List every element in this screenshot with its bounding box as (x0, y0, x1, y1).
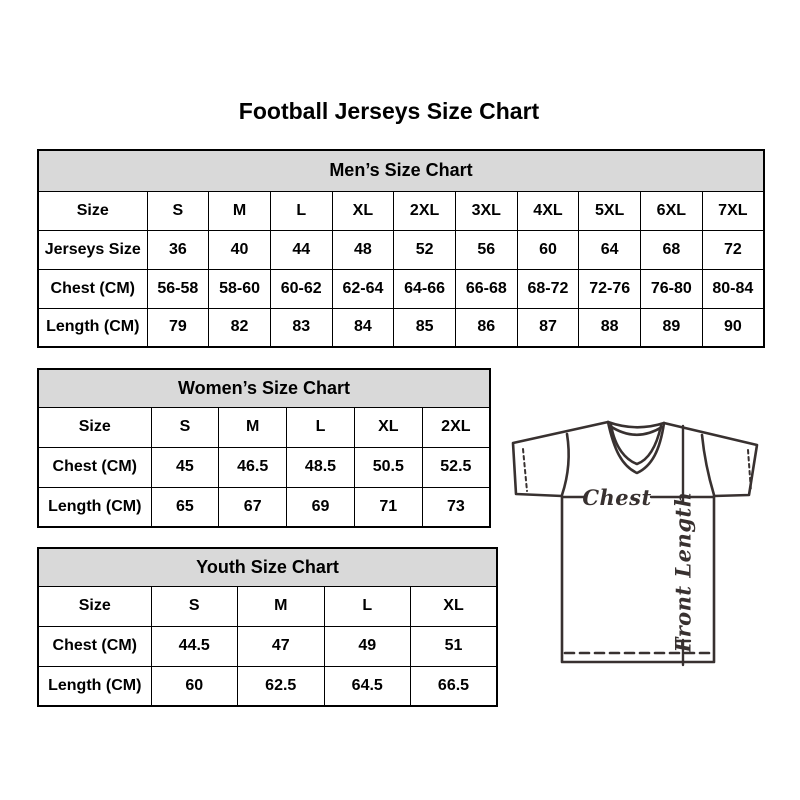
table-row (38, 586, 497, 626)
cell-value: 62.5 (238, 666, 325, 706)
table-header-row (38, 548, 497, 586)
table-title: Women’s Size Chart (38, 369, 490, 407)
row-label: Length (CM) (38, 308, 147, 347)
table-row (38, 666, 497, 706)
cell-value: 52 (394, 230, 456, 269)
cell-value: 2XL (394, 191, 456, 230)
table-row (38, 230, 764, 269)
cell-value: 84 (332, 308, 394, 347)
cell-value: 64 (579, 230, 641, 269)
cell-value: 68 (641, 230, 703, 269)
cell-value: 72 (702, 230, 764, 269)
table-header-row (38, 369, 490, 407)
cell-value: 56-58 (147, 269, 209, 308)
cell-value: 3XL (455, 191, 517, 230)
youth-size-table (37, 547, 498, 707)
page-title: Football Jerseys Size Chart (238, 98, 540, 124)
table-row (38, 487, 490, 527)
cell-value: 89 (641, 308, 703, 347)
table-row (38, 308, 764, 347)
table-row (38, 626, 497, 666)
cell-value: 44 (270, 230, 332, 269)
collar-back-arc (608, 422, 664, 427)
cell-value: 67 (219, 487, 287, 527)
row-label: Length (CM) (38, 487, 151, 527)
cell-value: 87 (517, 308, 579, 347)
row-label: Size (38, 191, 147, 230)
cell-value: 48.5 (287, 447, 355, 487)
cell-value: 71 (354, 487, 422, 527)
cell-value: 64.5 (324, 666, 411, 706)
cell-value: 49 (324, 626, 411, 666)
cell-value: 47 (238, 626, 325, 666)
table-row (38, 269, 764, 308)
cell-value: 58-60 (209, 269, 271, 308)
cell-value: 85 (394, 308, 456, 347)
cell-value: 52.5 (422, 447, 490, 487)
cell-value: 79 (147, 308, 209, 347)
cell-value: 45 (151, 447, 219, 487)
cell-value: L (270, 191, 332, 230)
cell-value: 88 (579, 308, 641, 347)
cell-value: 2XL (422, 407, 490, 447)
table-title: Youth Size Chart (38, 548, 497, 586)
cell-value: 62-64 (332, 269, 394, 308)
row-label: Size (38, 407, 151, 447)
cell-value: M (209, 191, 271, 230)
cell-value: 69 (287, 487, 355, 527)
row-label: Length (CM) (38, 666, 151, 706)
cell-value: S (151, 586, 238, 626)
cell-value: S (151, 407, 219, 447)
cell-value: M (238, 586, 325, 626)
cell-value: 72-76 (579, 269, 641, 308)
cell-value: 60 (151, 666, 238, 706)
front-length-label: Front Length (670, 491, 696, 653)
cell-value: XL (354, 407, 422, 447)
table-row (38, 191, 764, 230)
cell-value: M (219, 407, 287, 447)
cell-value: L (287, 407, 355, 447)
cell-value: 7XL (702, 191, 764, 230)
row-label: Chest (CM) (38, 626, 151, 666)
jersey-measurement-diagram (500, 410, 770, 672)
cell-value: 6XL (641, 191, 703, 230)
cell-value: 5XL (579, 191, 641, 230)
cell-value: 4XL (517, 191, 579, 230)
row-label: Chest (CM) (38, 269, 147, 308)
cell-value: 65 (151, 487, 219, 527)
table-row (38, 407, 490, 447)
cell-value: 44.5 (151, 626, 238, 666)
cell-value: 76-80 (641, 269, 703, 308)
cell-value: 40 (209, 230, 271, 269)
cell-value: 60-62 (270, 269, 332, 308)
cell-value: 50.5 (354, 447, 422, 487)
cell-value: 86 (455, 308, 517, 347)
cell-value: 68-72 (517, 269, 579, 308)
cell-value: 51 (411, 626, 498, 666)
cell-value: 56 (455, 230, 517, 269)
table-header-row (38, 150, 764, 191)
womens-size-table (37, 368, 491, 528)
cell-value: 66.5 (411, 666, 498, 706)
cell-value: 83 (270, 308, 332, 347)
row-label: Chest (CM) (38, 447, 151, 487)
table-row (38, 447, 490, 487)
cell-value: 82 (209, 308, 271, 347)
cell-value: L (324, 586, 411, 626)
row-label: Size (38, 586, 151, 626)
cell-value: XL (332, 191, 394, 230)
cell-value: 66-68 (455, 269, 517, 308)
table-title: Men’s Size Chart (38, 150, 764, 191)
row-label: Jerseys Size (38, 230, 147, 269)
cell-value: XL (411, 586, 498, 626)
cell-value: 36 (147, 230, 209, 269)
cell-value: 48 (332, 230, 394, 269)
cell-value: 80-84 (702, 269, 764, 308)
cell-value: S (147, 191, 209, 230)
jersey-outline-shape (513, 422, 757, 662)
chest-label: Chest (582, 485, 652, 510)
cell-value: 73 (422, 487, 490, 527)
cell-value: 90 (702, 308, 764, 347)
cell-value: 46.5 (219, 447, 287, 487)
cell-value: 64-66 (394, 269, 456, 308)
cell-value: 60 (517, 230, 579, 269)
mens-size-table (37, 149, 765, 348)
